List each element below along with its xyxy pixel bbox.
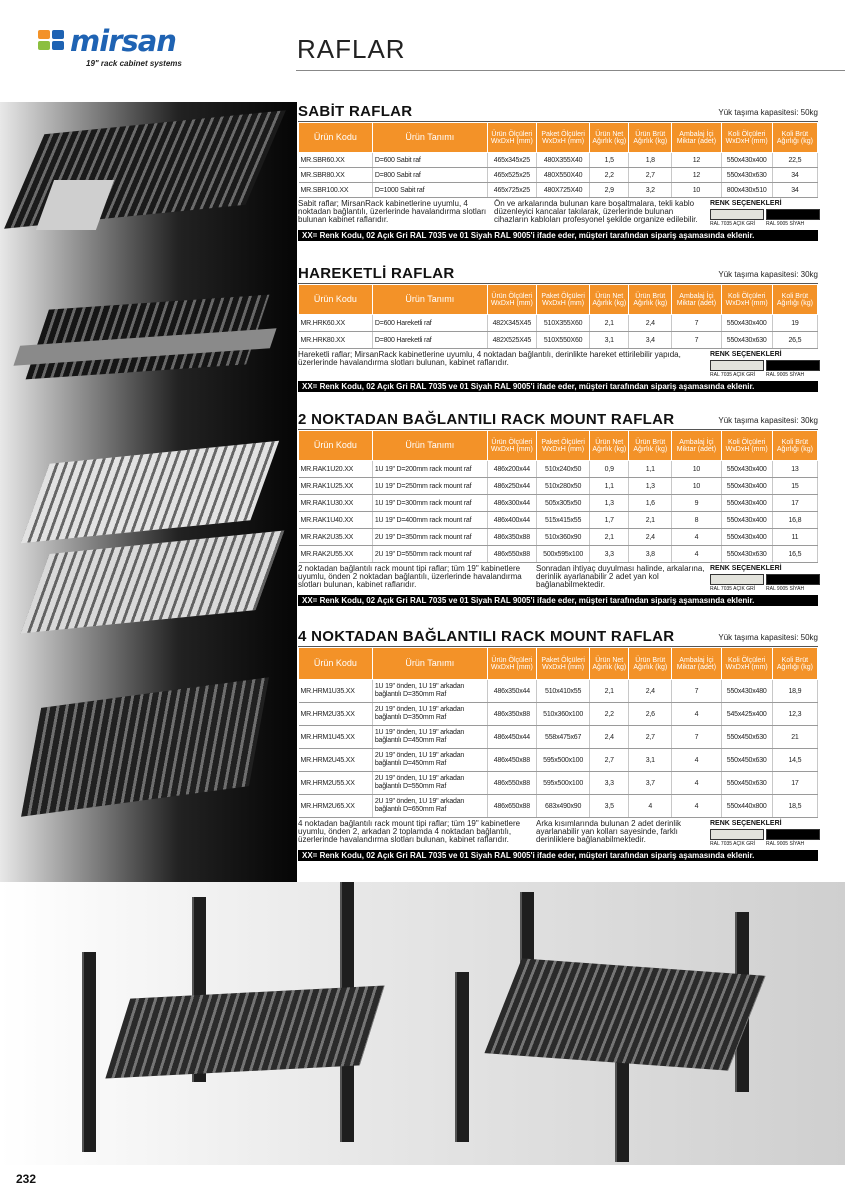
table-row: MR.SBR60.XX D=600 Sabit raf 465x345x25 480X355X40 1,5 1,8 12 550x430x400 22,5: [299, 153, 818, 168]
col-header-net: Ürün Net Ağırlık (kg): [590, 123, 629, 153]
col-header-pack: Paket Ölçüleri WxDxH (mm): [536, 123, 589, 153]
sliding-shelves-table: Ürün Kodu Ürün Tanımı Ürün Ölçüleri WxDxH (mm) Paket Ölçüleri WxDxH (mm) Ürün Net Ağırlık (kg) Ürün Brüt Ağırlık (kg) Ambalaj İçi Miktar (adet) Koli Ölçüleri WxDxH (mm) Koli Brüt Ağırlığı (kg) MR.HRK60.XX D=600 Hareketli raf 482X345X45 510X355X60 2,1 2,4 7 550x430x400 19 MR.HRK80.XX D=800 Hareketli raf 482X525X45 510X550X60 3,1 3,4 7 550x430x630 26,5: [298, 284, 818, 349]
description-text: Hareketli raflar; MirsanRack kabinetlerine uyumlu, 4 noktadan bağlantılı, derinlikte hareket ettirilebilir yapıda, üzerlerinde havalandırma slotları bulunan, kabinet raflarıdır.: [298, 350, 681, 367]
table-row: MR.SBR80.XX D=800 Sabit raf 465x525x25 480X550X40 2,2 2,7 12 550x430x630 34: [299, 168, 818, 183]
col-header-code: Ürün Kodu: [299, 123, 373, 153]
description-text-2: Sonradan ihtiyaç duyulması halinde, arkalarına, derinlik ayarlanabilir 2 adet yan kol bağlanabilmektedir.: [536, 564, 705, 589]
table-row: MR.RAK1U25.XX 1U 19" D=250mm rack mount raf 486x250x44 510x280x50 1,1 1,3 10 550x430x400 15: [299, 478, 818, 495]
brand-tagline: 19" rack cabinet systems: [86, 59, 182, 68]
load-capacity: Yük taşıma kapasitesi: 50kg: [718, 633, 818, 642]
page-number: 232: [16, 1172, 37, 1186]
color-swatch-black: [766, 829, 820, 840]
table-row: MR.RAK2U55.XX 2U 19" D=550mm rack mount raf 486x550x88 500x595x100 3,3 3,8 4 550x430x630 16,5: [299, 546, 818, 563]
col-header-dims: Ürün Ölçüleri WxDxH (mm): [487, 123, 536, 153]
color-options: RENK SEÇENEKLERİ RAL 7035 AÇIK GRİ RAL 9005 SİYAH: [710, 200, 818, 230]
rack-mount-shelf-gray-2-image: [21, 530, 284, 633]
table-row: MR.HRM2U65.XX 2U 19" önden, 1U 19" arkadan bağlantılı D=650mm Raf 486x650x88 683x490x90 3,5 4 4 550x440x800 18,5: [299, 795, 818, 818]
table-row: MR.HRM2U55.XX 2U 19" önden, 1U 19" arkadan bağlantılı D=550mm Raf 486x550x88 595x500x100 3,3 3,7 4 550x450x630 17: [299, 772, 818, 795]
col-header-gross: Ürün Brüt Ağırlık (kg): [629, 123, 672, 153]
section-title: 2 NOKTADAN BAĞLANTILI RACK MOUNT RAFLAR: [298, 411, 675, 428]
table-row: MR.HRK60.XX D=600 Hareketli raf 482X345X45 510X355X60 2,1 2,4 7 550x430x400 19: [299, 315, 818, 332]
color-options: RENK SEÇENEKLERİ RAL 7035 AÇIK GRİ RAL 9005 SİYAH: [710, 351, 818, 381]
rack-illustration-panel: [0, 882, 845, 1165]
table-row: MR.RAK1U20.XX 1U 19" D=200mm rack mount raf 486x200x44 510x240x50 0,9 1,1 10 550x430x400 13: [299, 461, 818, 478]
brand-logo: [38, 26, 188, 74]
rack-shelf-right-image: [484, 958, 765, 1070]
col-header-boxw: Koli Brüt Ağırlığı (kg): [772, 123, 817, 153]
col-header-box: Koli Ölçüleri WxDxH (mm): [721, 123, 772, 153]
section-2point-rack-shelves: [298, 411, 818, 606]
color-swatch-gray: [710, 829, 764, 840]
color-options: RENK SEÇENEKLERİ RAL 7035 AÇIK GRİ RAL 9005 SİYAH: [710, 565, 818, 595]
fixed-shelves-table: [298, 122, 818, 198]
table-row: MR.HRM2U45.XX 2U 19" önden, 1U 19" arkadan bağlantılı D=450mm Raf 486x450x88 595x500x100 2,7 3,1 4 550x450x630 14,5: [299, 749, 818, 772]
2point-rack-table: Ürün Kodu Ürün Tanımı Ürün Ölçüleri WxDxH (mm) Paket Ölçüleri WxDxH (mm) Ürün Net Ağırlık (kg) Ürün Brüt Ağırlık (kg) Ambalaj İçi Miktar (adet) Koli Ölçüleri WxDxH (mm) Koli Brüt Ağırlığı (kg) MR.RAK1U20.XX 1U 19" D=200mm rack mount raf 486x200x44 510x240x50 0,9 1,1 10 550x430x400 13 MR.RAK1U25.XX 1U 19" D=250mm rack mount raf 486x250x44 510x280x50 1,1 1,3 10 550x430x400 15 MR.RAK1U30.XX 1U 19" D=300mm rack mount raf 486x300x44 505x305x50 1,3 1,6 9 550x430x400 17 MR.RAK1U40.XX 1U 19" D=400mm rack mount raf 486x400x44 515x415x55 1,7 2,1 8 550x430x400 16,8 MR.RAK2U35.XX 2U 19" D=350mm rack mount raf 486x350x88 510x360x90 2,1 2,4 4 550x430x400 11 MR.RAK2U55.XX 2U 19" D=550mm rack mount raf 486x550x88 500x595x100 3,3 3,8 4 550x430x630 16,5: [298, 430, 818, 563]
load-capacity: Yük taşıma kapasitesi: 30kg: [718, 416, 818, 425]
description-text-2: Arka kısımlarında bulunan 2 adet derinlik ayarlanabilir yan kolları sayesinde, farklı derinliklere bağlanabilmektedir.: [536, 819, 681, 844]
color-swatch-gray: [710, 209, 764, 220]
table-row: MR.HRM2U35.XX 2U 19" önden, 1U 19" arkadan bağlantılı D=350mm Raf 486x350x88 510x360x100 2,2 2,6 4 545x425x400 12,3: [299, 703, 818, 726]
description-text: 4 noktadan bağlantılı rack mount tipi raflar; tüm 19" kabinetlere uyumlu, önden 2, arkadan 2 toplamda 4 noktadan bağlantılı, üzerlerinde havalandırma slotları bulunan, kabinet raflarıdır.: [298, 819, 521, 844]
color-code-bar: XX= Renk Kodu, 02 Açık Gri RAL 7035 ve 01 Siyah RAL 9005'i ifade eder, müşteri tarafından sipariş aşamasında eklenir.: [298, 850, 818, 861]
rack-shelf-left-image: [105, 986, 384, 1079]
color-swatch-black: [766, 360, 820, 371]
table-row: MR.HRM1U35.XX 1U 19" önden, 1U 19" arkadan bağlantılı D=350mm Raf 486x350x44 510x410x55 2,1 2,4 7 550x430x480 18,9: [299, 680, 818, 703]
description-text: 2 noktadan bağlantılı rack mount tipi raflar; tüm 19" kabinetlere uyumlu, önden 2 noktadan bağlantılı, üzerlerinde havalandırma slotları bulunan, kabinet raflarıdır.: [298, 564, 522, 589]
color-options: RENK SEÇENEKLERİ RAL 7035 AÇIK GRİ RAL 9005 SİYAH: [710, 820, 818, 850]
four-point-shelf-image: [21, 677, 269, 817]
section-title: 4 NOKTADAN BAĞLANTILI RACK MOUNT RAFLAR: [298, 628, 675, 645]
color-code-bar: XX= Renk Kodu, 02 Açık Gri RAL 7035 ve 01 Siyah RAL 9005'i ifade eder, müşteri tarafından sipariş aşamasında eklenir.: [298, 230, 818, 241]
rack-mount-shelf-gray-1-image: [21, 441, 279, 544]
page-title: RAFLAR: [297, 34, 406, 64]
color-code-bar: XX= Renk Kodu, 02 Açık Gri RAL 7035 ve 01 Siyah RAL 9005'i ifade eder, müşteri tarafından sipariş aşamasında eklenir.: [298, 595, 818, 606]
section-title: SABİT RAFLAR: [298, 103, 413, 120]
load-capacity: Yük taşıma kapasitesi: 30kg: [718, 270, 818, 279]
section-4point-rack-shelves: [298, 628, 818, 861]
color-code-bar: XX= Renk Kodu, 02 Açık Gri RAL 7035 ve 01 Siyah RAL 9005'i ifade eder, müşteri tarafından sipariş aşamasında eklenir.: [298, 381, 818, 392]
color-swatch-gray: [710, 574, 764, 585]
color-swatch-black: [766, 209, 820, 220]
color-swatch-gray: [710, 360, 764, 371]
color-swatch-black: [766, 574, 820, 585]
product-photo-panel: [0, 102, 297, 882]
section-sliding-shelves: [298, 265, 818, 392]
description-text: Sabit raflar; MirsanRack kabinetlerine uyumlu, 4 noktadan bağlantılı, üzerlerinde havalandırma slotları bulunan kabinet raflarıdır.: [298, 199, 487, 224]
4point-rack-table: Ürün Kodu Ürün Tanımı Ürün Ölçüleri WxDxH (mm) Paket Ölçüleri WxDxH (mm) Ürün Net Ağırlık (kg) Ürün Brüt Ağırlık (kg) Ambalaj İçi Miktar (adet) Koli Ölçüleri WxDxH (mm) Koli Brüt Ağırlığı (kg) MR.HRM1U35.XX 1U 19" önden, 1U 19" arkadan bağlantılı D=350mm Raf 486x350x44 510x410x55 2,1 2,4 7 550x430x480 18,9 MR.HRM2U35.XX 2U 19" önden, 1U 19" arkadan bağlantılı D=350mm Raf 486x350x88 510x360x100 2,2 2,6 4 545x425x400 12,3 MR.HRM1U45.XX 1U 19" önden, 1U 19" arkadan bağlantılı D=450mm Raf 486x450x44 558x475x67 2,4 2,7 7 550x450x630 21 MR.HRM2U45.XX 2U 19" önden, 1U 19" arkadan bağlantılı D=450mm Raf 486x450x88 595x500x100 2,7 3,1 4 550x450x630 14,5 MR.HRM2U55.XX 2U 19" önden, 1U 19" arkadan bağlantılı D=550mm Raf 486x550x88 595x500x100 3,3 3,7 4 550x450x630 17 MR.HRM2U65.XX 2U 19" önden, 1U 19" arkadan bağlantılı D=650mm Raf 486x650x88 683x490x90 3,5 4 4 550x440x800 18,5: [298, 647, 818, 818]
table-row: MR.SBR100.XX D=1000 Sabit raf 465x725x25 480X725X40 2,9 3,2 10 800x430x510 34: [299, 183, 818, 198]
title-divider: [296, 70, 845, 71]
table-row: MR.RAK1U30.XX 1U 19" D=300mm rack mount raf 486x300x44 505x305x50 1,3 1,6 9 550x430x400 17: [299, 495, 818, 512]
table-row: MR.HRM1U45.XX 1U 19" önden, 1U 19" arkadan bağlantılı D=450mm Raf 486x450x44 558x475x67 2,4 2,7 7 550x450x630 21: [299, 726, 818, 749]
section-title: HAREKETLİ RAFLAR: [298, 265, 455, 282]
table-row: MR.RAK1U40.XX 1U 19" D=400mm rack mount raf 486x400x44 515x415x55 1,7 2,1 8 550x430x400 16,8: [299, 512, 818, 529]
col-header-name: Ürün Tanımı: [372, 123, 487, 153]
rack-post-right-1: [455, 972, 469, 1142]
brand-name: mirsan: [70, 24, 176, 58]
load-capacity: Yük taşıma kapasitesi: 50kg: [718, 108, 818, 117]
table-row: MR.HRK80.XX D=800 Hareketli raf 482X525X45 510X550X60 3,1 3,4 7 550x430x630 26,5: [299, 332, 818, 349]
section-fixed-shelves: [298, 103, 818, 241]
logo-icon: [38, 30, 68, 56]
rack-post-left-1: [82, 952, 96, 1152]
description-text-2: Ön ve arkalarında bulunan kare boşaltmalara, tekli kablo düzenleyici kancalar takılarak, üzerlerinde bulunan cihazların kabloları profesyonel şekilde organize edilebilir.: [494, 199, 698, 224]
table-row: MR.RAK2U35.XX 2U 19" D=350mm rack mount raf 486x350x88 510x360x90 2,1 2,4 4 550x430x400 11: [299, 529, 818, 546]
col-header-qty: Ambalaj İçi Miktar (adet): [672, 123, 721, 153]
